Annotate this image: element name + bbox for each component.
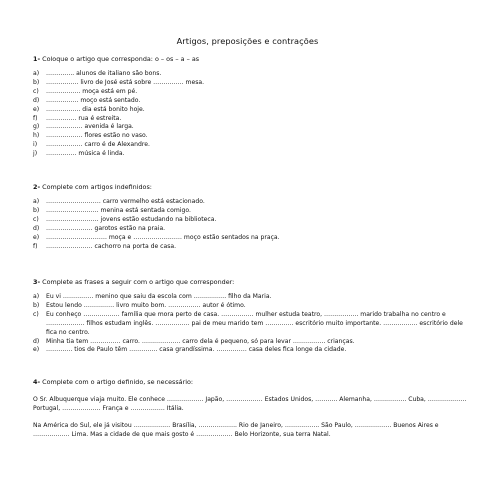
- section-1-heading: [33, 55, 473, 64]
- item-text: …………….. dia está bonito hoje.: [46, 105, 145, 113]
- section-3: [33, 278, 473, 355]
- item-letter: c): [33, 87, 39, 95]
- exercise-item: [33, 97, 473, 106]
- exercise-item: [33, 70, 473, 79]
- item-text: …………………….. menina está sentada comigo.: [46, 206, 191, 214]
- item-text: ……………… avenida é larga.: [46, 123, 134, 131]
- item-text: …………… rua é estreita.: [46, 114, 122, 122]
- item-letter: f): [33, 242, 38, 250]
- exercise-item: [33, 198, 473, 207]
- item-letter: a): [33, 293, 40, 300]
- item-text: ……………. moço está sentado.: [46, 96, 141, 104]
- exercise-item: [33, 123, 473, 132]
- item-text: Eu conheço ……………… família que mora perto de casa. ……………. mulher estuda teatro, …………….. marido trabalha no centro e ………………. filhos estudam inglês. …………….. pai de meu marido tem ………….. escritório muito importante. …………….. escritório dele fica no centro.: [46, 310, 463, 336]
- item-letter: c): [33, 310, 39, 318]
- exercise-item: [33, 132, 473, 141]
- exercise-item: [33, 207, 473, 216]
- section-instruction: Coloque o artigo que corresponda: o – os – a – as: [42, 55, 200, 63]
- item-letter: a): [33, 70, 40, 77]
- exercise-item: [33, 216, 473, 225]
- section-4-heading: [33, 378, 473, 387]
- section-3-heading: [33, 278, 473, 287]
- item-text: ………….. alunos de italiano são bons.: [46, 70, 162, 77]
- section-4: [33, 378, 473, 439]
- item-text: …………… música é linda.: [46, 150, 125, 158]
- item-letter: i): [33, 141, 38, 149]
- item-letter: f): [33, 114, 38, 122]
- exercise-paragraph: Na América do Sul, ele já visitou ……………… Brasília, ………………. Rio de Janeiro, …………….. São Paulo, ……………… Buenos Aires e ……………… Lima. Mas a cidade de que mais gosto é ……………… Belo Horizonte, sua terra Natal.: [33, 422, 439, 438]
- item-letter: c): [33, 215, 39, 223]
- item-letter: h): [33, 132, 40, 140]
- item-letter: j): [33, 150, 38, 158]
- section-number: 4-: [33, 378, 41, 386]
- exercise-item: [33, 311, 471, 338]
- item-letter: e): [33, 346, 40, 354]
- item-letter: b): [33, 78, 40, 86]
- item-text: ……………. livro de José está sobre …………… mesa.: [46, 78, 205, 86]
- exercise-item: [33, 234, 473, 243]
- item-letter: b): [33, 301, 40, 309]
- item-text: ………………….. cachorro na porta de casa.: [46, 242, 177, 250]
- exercise-item: [33, 302, 473, 311]
- item-text: ……………… carro é de Alexandre.: [46, 141, 150, 149]
- item-text: Estou lendo …………… livro muito bom. ……………. autor é ótimo.: [46, 301, 246, 309]
- item-letter: b): [33, 206, 40, 214]
- item-text: …………. tios de Paulo têm ………….. casa grandíssima. …………… casa deles fica longe da cidade.: [46, 346, 347, 354]
- section-1: [33, 55, 473, 159]
- exercise-item: [33, 106, 473, 115]
- exercise-item: [33, 346, 473, 355]
- exercise-item: [33, 79, 473, 88]
- section-number: 3-: [33, 278, 41, 286]
- exercise-item: [33, 150, 473, 159]
- section-2-heading: [33, 183, 473, 192]
- item-letter: d): [33, 337, 40, 345]
- item-text: …………………….. jovens estão estudando na biblioteca.: [46, 215, 217, 223]
- section-2: [33, 183, 473, 251]
- section-instruction: Complete com artigos indefinidos:: [42, 183, 152, 191]
- section-number: 1-: [33, 55, 41, 63]
- item-text: Eu vi …………… menino que saiu da escola com ……………. filho da Maria.: [46, 293, 272, 300]
- item-letter: a): [33, 198, 40, 205]
- item-letter: d): [33, 96, 40, 104]
- item-text: ………………………… moça e …………………… moço estão sentados na praça.: [46, 233, 280, 241]
- item-letter: g): [33, 123, 40, 131]
- item-letter: d): [33, 224, 40, 232]
- exercise-item: [33, 88, 473, 97]
- section-instruction: Complete com o artigo definido, se necessário:: [42, 378, 194, 386]
- exercise-item: [33, 225, 473, 234]
- exercise-item: [33, 293, 473, 302]
- item-letter: e): [33, 105, 40, 113]
- item-text: …………….. moça está em pé.: [46, 87, 138, 95]
- item-text: ……………………… carro vermelho está estacionado.: [46, 198, 205, 205]
- worksheet-title: Artigos, preposições e contrações: [176, 36, 319, 46]
- item-letter: e): [33, 233, 40, 241]
- section-instruction: Complete as frases a seguir com o artigo que corresponder:: [42, 278, 235, 286]
- exercise-item: [33, 243, 473, 252]
- item-text: Minha tia tem …………… carro. ………………. carro dela é pequeno, só para levar ……………. crianças.: [46, 337, 355, 345]
- section-number: 2-: [33, 183, 41, 191]
- exercise-item: [33, 141, 473, 150]
- item-text: ……………… flores estão no vaso.: [46, 132, 148, 140]
- item-text: ………………….. garotos estão na praia.: [46, 224, 166, 232]
- exercise-paragraph: O Sr. Albuquerque viaja muito. Ele conhece ……………… Japão, ……………… Estados Unidos, ……….. Alemanha, ……………. Cuba, ………………. Portugal, ………………. França e …………….. Itália.: [33, 396, 467, 412]
